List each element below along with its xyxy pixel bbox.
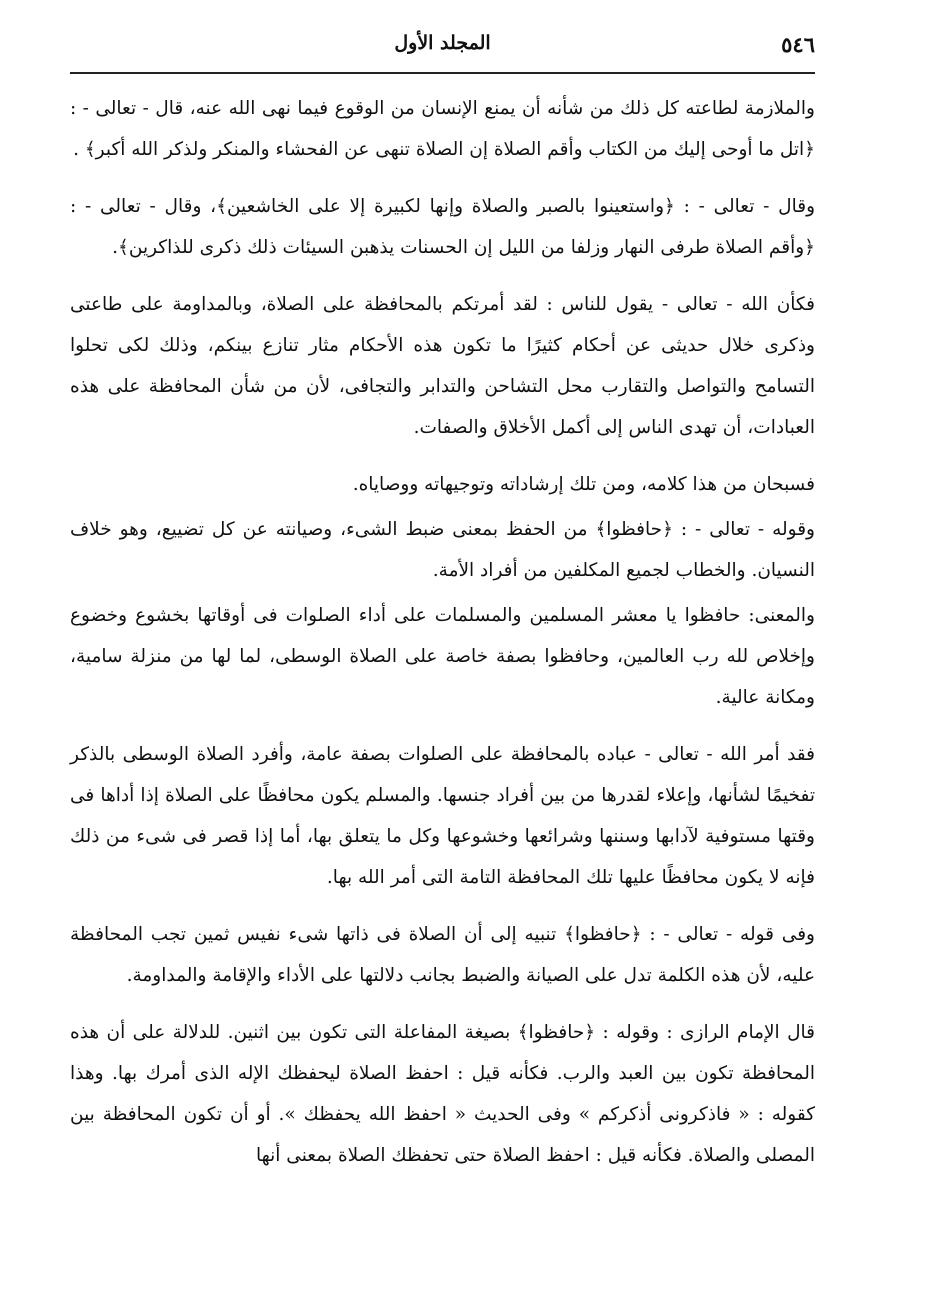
paragraph: قال الإمام الرازى : وقوله : ﴿حافظوا﴾ بصيغة المفاعلة التى تكون بين اثنين. للدلالة على أن هذه المحافظة تكون بين العبد والرب. فكأنه قيل : احفظ الصلاة ليحفظك الإله الذى أمرك بها. وهذا كقوله : « فاذكرونى أذكركم » وفى الحديث « احفظ الله يحفظك ». أو أن تكون المحافظة بين المصلى والصلاة. فكأنه قيل : احفظ الصلاة حتى تحفظك الصلاة بمعنى أنها <box>70 1022 815 1166</box>
page-header <box>70 30 815 70</box>
paragraph: والملازمة لطاعته كل ذلك من شأنه أن يمنع الإنسان من الوقوع فيما نهى الله عنه، قال - تعالى - : ﴿اتل ما أوحى إليك من الكتاب وأقم الصلاة إن الصلاة تنهى عن الفحشاء والمنكر ولذكر الله أكبر﴾ . <box>70 98 815 160</box>
paragraph: فقد أمر الله - تعالى - عباده بالمحافظة على الصلوات بصفة عامة، وأفرد الصلاة الوسطى بالذكر تفخيمًا لشأنها، وإعلاء لقدرها من بين أفراد جنسها. والمسلم يكون محافظًا على الصلاة إذا أداها فى وقتها مستوفية لآدابها وسننها وشرائعها وخشوعها وكل ما يتعلق بها، أما إذا قصر فى شىء من ذلك فإنه لا يكون محافظًا عليها تلك المحافظة التامة التى أمر الله بها. <box>70 744 815 888</box>
body-text <box>70 88 815 1192</box>
paragraph: فكأن الله - تعالى - يقول للناس : لقد أمرتكم بالمحافظة على الصلاة، وبالمداومة على طاعتى وذكرى خلال حديثى عن أحكام كثيرًا ما تكون هذه الأحكام مثار تنازع بينكم، وذلك لكى تحلوا التسامح والتواصل والتقارب محل التشاحن والتدابر والتجافى، لأن من شأن المحافظة على هذه العبادات، أن تهدى الناس إلى أكمل الأخلاق والصفات. <box>70 294 815 438</box>
header-rule <box>70 72 815 74</box>
page-number: ٥٤٦ <box>781 32 815 57</box>
paragraph: وقال - تعالى - : ﴿واستعينوا بالصبر والصلاة وإنها لكبيرة إلا على الخاشعين﴾، وقال - تعالى - : ﴿وأقم الصلاة طرفى النهار وزلفا من الليل إن الحسنات يذهبن السيئات ذلك ذكرى للذاكرين﴾. <box>70 196 815 258</box>
paragraph: فسبحان من هذا كلامه، ومن تلك إرشاداته وتوجيهاته ووصاياه. <box>352 474 815 495</box>
paragraph: وقوله - تعالى - : ﴿حافظوا﴾ من الحفظ بمعنى ضبط الشىء، وصيانته عن كل تضييع، وهو خلاف النسيان. والخطاب لجميع المكلفين من أفراد الأمة. <box>70 519 815 581</box>
paragraph: والمعنى: حافظوا يا معشر المسلمين والمسلمات على أداء الصلوات فى أوقاتها بخشوع وخضوع وإخلاص لله رب العالمين، وحافظوا بصفة خاصة على الصلاة الوسطى، لما لها من منزلة سامية، ومكانة عالية. <box>70 605 815 708</box>
paragraph: وفى قوله - تعالى - : ﴿حافظوا﴾ تنبيه إلى أن الصلاة فى ذاتها شىء نفيس ثمين تجب المحافظة عليه، لأن هذه الكلمة تدل على الصيانة والضبط بجانب دلالتها على الأداء والإقامة والمداومة. <box>70 924 815 986</box>
running-head: المجلد الأول <box>394 32 491 54</box>
